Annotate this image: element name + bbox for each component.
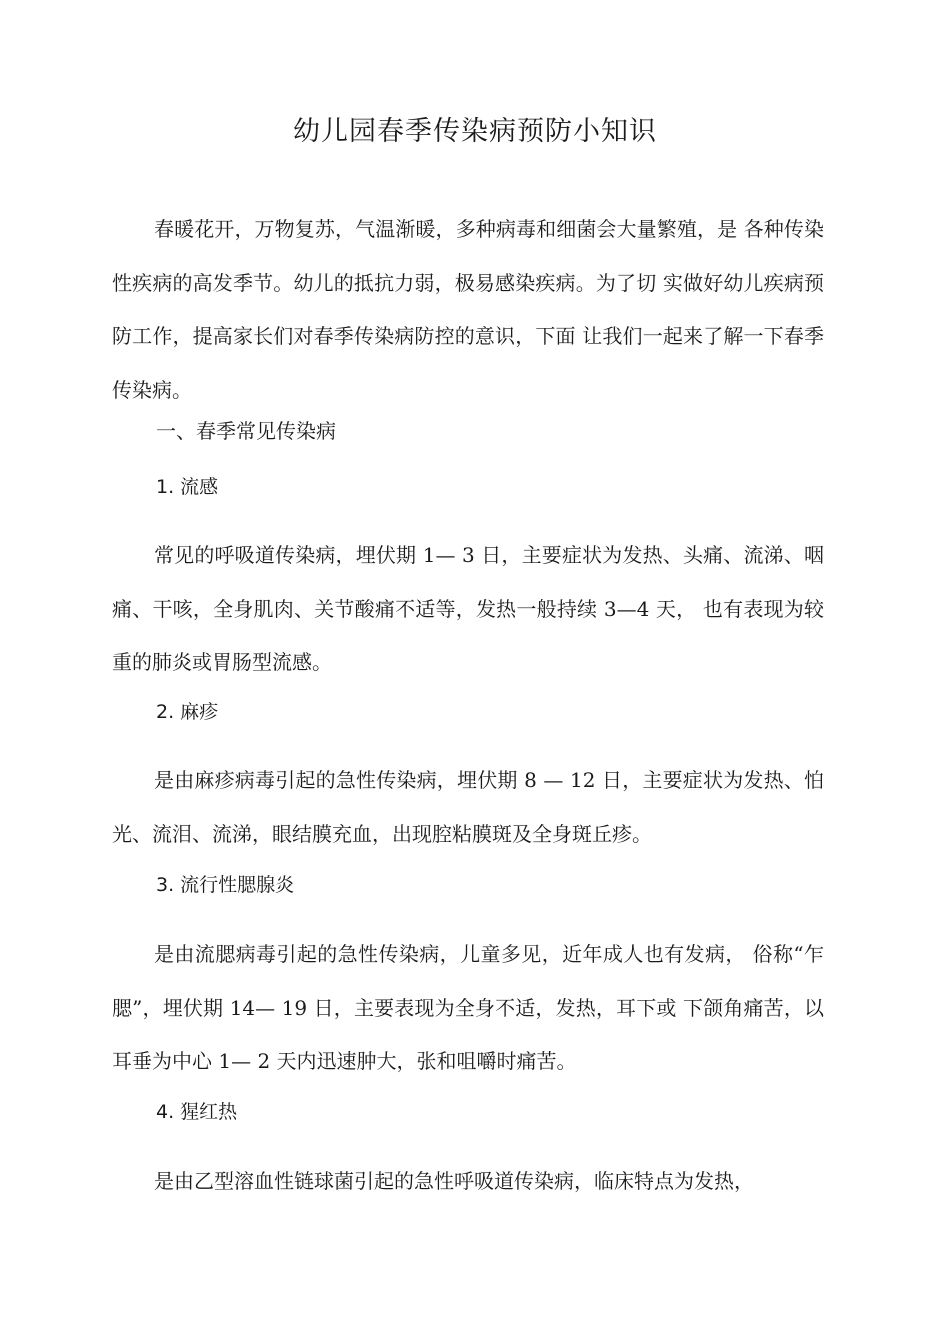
item-heading-mumps: 3. 流行性腮腺炎 bbox=[156, 874, 295, 896]
item-heading-scarlet-fever: 4. 猩红热 bbox=[156, 1101, 238, 1123]
document-title: 幼儿园春季传染病预防小知识 bbox=[293, 116, 657, 147]
item-heading-influenza: 1. 流感 bbox=[156, 476, 219, 498]
section-heading-common-diseases: 一、春季常见传染病 bbox=[156, 419, 336, 443]
item-text-influenza: 常见的呼吸道传染病，埋伏期 1— 3 日，主要症状为发热、头痛、流涕、咽痛、干咳，全身肌肉、关节酸痛不适等，发热一般持续 3—4 天， 也有表现为较重的肺炎或胃肠型流感。 bbox=[112, 543, 824, 674]
item-text-scarlet-fever: 是由乙型溶血性链球菌引起的急性呼吸道传染病，临床特点为发热， bbox=[154, 1169, 754, 1193]
item-text-mumps: 是由流腮病毒引起的急性传染病，儿童多见，近年成人也有发病， 俗称“乍腮”，埋伏期 14— 19 日，主要表现为全身不适，发热，耳下或 下颌角痛苦，以耳垂为中心 1— 2 天内迅速肿大，张和咀嚼时痛苦。 bbox=[112, 942, 824, 1073]
intro-paragraph: 春暖花开，万物复苏，气温渐暖，多种病毒和细菌会大量繁殖，是 各种传染性疾病的高发季节。幼儿的抵抗力弱，极易感染疾病。为了切 实做好幼儿疾病预防工作，提高家长们对春季传染病防控的意识，下面 让我们一起来了解一下春季传染病。 bbox=[112, 217, 824, 402]
item-heading-measles: 2. 麻疹 bbox=[156, 701, 219, 723]
item-text-measles: 是由麻疹病毒引起的急性传染病，埋伏期 8 — 12 日，主要症状为发热、怕光、流泪、流涕，眼结膜充血，出现腔粘膜斑及全身斑丘疹。 bbox=[112, 768, 824, 846]
